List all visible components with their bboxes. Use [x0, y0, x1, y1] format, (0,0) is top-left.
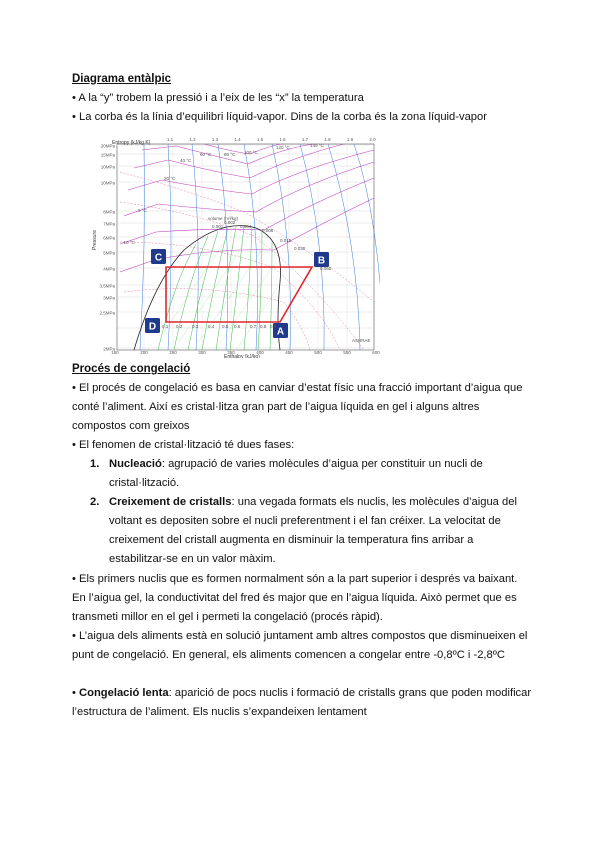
entropy-tick-label: 1.9	[346, 137, 354, 142]
quality-label: 0.6	[234, 324, 241, 329]
bullet-axes: • A la “y” trobem la pressió i a l’eix de les “x” la temperatura	[72, 92, 364, 104]
term-slow-freezing: Congelació lenta	[79, 687, 169, 699]
paragraph-1-line-1: • El procés de congelació es basa en canviar d’estat físic una fracció important d’aigua que	[72, 382, 523, 394]
quality-label: 0.2	[176, 324, 183, 329]
pressure-tick-label: 6MPa	[103, 235, 115, 241]
entropy-tick-label: 1.1	[166, 137, 174, 142]
entropy-tick-label: 1.7	[301, 137, 309, 142]
svg-text:D: D	[148, 321, 157, 333]
entropy-tick-label: 1.2	[189, 137, 196, 142]
temperature-label: 20 °C	[164, 176, 176, 181]
x-axis-label: Enthalpy (kJ/kg)	[224, 354, 260, 358]
enthalpy-tick-label: 250	[169, 350, 177, 355]
entropy-tick-label: 1.5	[256, 137, 264, 142]
volume-value-label: 0.004	[240, 224, 252, 229]
temperature-label: 140 °C	[310, 143, 324, 148]
pressure-tick-label: 10MPa	[100, 180, 115, 186]
temperature-label: 80 °C	[224, 152, 236, 157]
paragraph-slow-freezing-line-2: l’estructura de l’aliment. Els nuclis s’expandeixen lentament	[72, 706, 367, 718]
paragraph-2: • El fenomen de cristal·lització té dues fases:	[72, 439, 295, 451]
section-title-enthalpy-diagram: Diagrama entàlpic	[72, 73, 172, 85]
entropy-tick-label: 1.6	[279, 137, 286, 142]
enthalpy-tick-label: 350	[227, 350, 235, 355]
pressure-tick-label: 3MPa	[103, 295, 115, 301]
volume-value-label: 0.008	[262, 228, 274, 233]
enthalpy-tick-label: 150	[111, 350, 119, 355]
list-item-nucleation	[109, 458, 483, 470]
paragraph-3-line-1: • Els primers nuclis que es formen normalment són a la part superior i després va baixant.	[72, 573, 518, 585]
list-item-nucleation-cont: cristal·lització.	[109, 477, 180, 489]
paragraph-1-line-2: conté l’aliment. Així es cristal·litza gran part de l’aigua líquida en gel i alguns altres	[72, 401, 480, 413]
quality-label: 0.5	[222, 324, 229, 329]
quality-label: 0.3	[192, 324, 199, 329]
bullet-curve: • La corba és la línia d’equilibri líquid-vapor. Dins de la corba és la zona líquid-vapor	[72, 111, 487, 123]
crystal-growth-line-2: voltant es depositen sobre el nucli preferentment i el fan créixer. La velocitat de	[109, 515, 501, 527]
pressure-tick-label: 2.5MPa	[99, 310, 115, 316]
quality-label: 0.9	[270, 324, 277, 329]
list-number-1: 1.	[90, 458, 100, 470]
enthalpy-tick-label: 300	[198, 350, 206, 355]
term-crystal-growth: Creixement de cristalls	[109, 496, 232, 508]
pressure-tick-label: 15MPa	[100, 152, 115, 158]
point-label-c	[151, 249, 166, 264]
nucleation-text: : agrupació de varies molècules d’aigua per constituir un nucli de	[161, 458, 483, 470]
volume-value-label: 0.016	[280, 238, 292, 243]
crystal-growth-line-3: creixement del cristall augmenta en disminuir la temperatura fins arribar a	[109, 534, 474, 546]
pressure-tick-label: 2MPa	[103, 346, 115, 352]
paragraph-3-line-3: transmeti millor en el gel i permeti la congelació (procés ràpid).	[72, 611, 383, 623]
term-nucleation: Nucleació	[109, 458, 162, 470]
quality-label: 0.4	[208, 324, 215, 329]
y-axis-label: Pressure	[92, 229, 98, 250]
paragraph-4-line-2: punt de congelació. En general, els aliments comencen a congelar entre -0,8ºC i -2,8ºC	[72, 649, 505, 661]
list-number-2: 2.	[90, 496, 100, 508]
paragraph-slow-freezing: • Congelació lenta: aparició de pocs nuclis i formació de cristalls grans que poden modificar	[72, 687, 532, 699]
pressure-tick-label: 4MPa	[103, 266, 115, 272]
section-title-freezing: Procés de congelació	[72, 363, 191, 375]
temperature-label: 60 °C	[200, 152, 212, 157]
paragraph-1-line-3: compostos com greixos	[72, 420, 190, 432]
enthalpy-tick-label: 450	[285, 350, 293, 355]
temperature-label: 120 °C	[276, 145, 290, 150]
temperature-label: 0 °C	[138, 208, 147, 213]
svg-text:A: A	[276, 326, 285, 338]
pressure-tick-label: 20MPa	[100, 143, 115, 149]
entropy-tick-label: 2.0	[369, 137, 376, 142]
pressure-tick-label: 7MPa	[103, 221, 115, 227]
enthalpy-diagram	[84, 132, 380, 358]
volume-value-label: 0.001	[212, 224, 224, 229]
entropy-tick-label: 1.3	[211, 137, 219, 142]
list-item-crystal-growth	[109, 496, 517, 508]
pressure-tick-label: 5MPa	[103, 250, 115, 256]
volume-value-label: 0.030	[294, 246, 306, 251]
enthalpy-tick-label: 600	[372, 350, 380, 355]
quality-label: 0.1	[162, 324, 169, 329]
svg-text:B: B	[317, 255, 326, 267]
watermark: ASHRAE	[352, 338, 371, 343]
temperature-label: 40 °C	[180, 158, 192, 163]
entropy-tick-label: 1.4	[234, 137, 241, 142]
volume-value-label: 0.002	[224, 220, 236, 225]
point-label-d	[145, 318, 160, 333]
quality-label: 0.7	[250, 324, 257, 329]
point-label-b	[314, 252, 329, 267]
enthalpy-tick-label: 200	[140, 350, 148, 355]
svg-text:C: C	[154, 252, 163, 264]
pressure-tick-label: 10MPa	[100, 164, 115, 170]
enthalpy-tick-label: 400	[256, 350, 264, 355]
slow-freezing-text: : aparició de pocs nuclis i formació de cristalls grans que poden modificar	[168, 687, 532, 699]
volume-value-label: 0.060	[320, 266, 332, 271]
top-axis-label: Entropy (kJ/kg.K)	[112, 140, 151, 146]
entropy-tick-label: 1.8	[324, 137, 331, 142]
crystal-growth-line-4: estabilitzar-se en un valor màxim.	[109, 553, 276, 565]
pressure-tick-label: 3.5MPa	[99, 283, 115, 289]
paragraph-4-line-1: • L’aigua dels aliments està en solució juntament amb altres compostos que disminueixen el	[72, 630, 528, 642]
quality-label: 0.8	[260, 324, 267, 329]
crystal-growth-text: : una vegada formats els nuclis, les molècules d’aigua del	[231, 496, 517, 508]
enthalpy-tick-label: 500	[314, 350, 322, 355]
enthalpy-tick-label: 550	[343, 350, 351, 355]
paragraph-3-line-2: En l’aigua gel, la conductivitat del fred és major que en l’aigua líquida. Això permet que es	[72, 592, 517, 604]
pressure-tick-label: 8MPa	[103, 209, 115, 215]
temperature-label: 100 °C	[244, 150, 258, 155]
volume-label: volume (m³/kg)	[208, 216, 239, 221]
temperature-label: -10 °C	[122, 240, 135, 245]
